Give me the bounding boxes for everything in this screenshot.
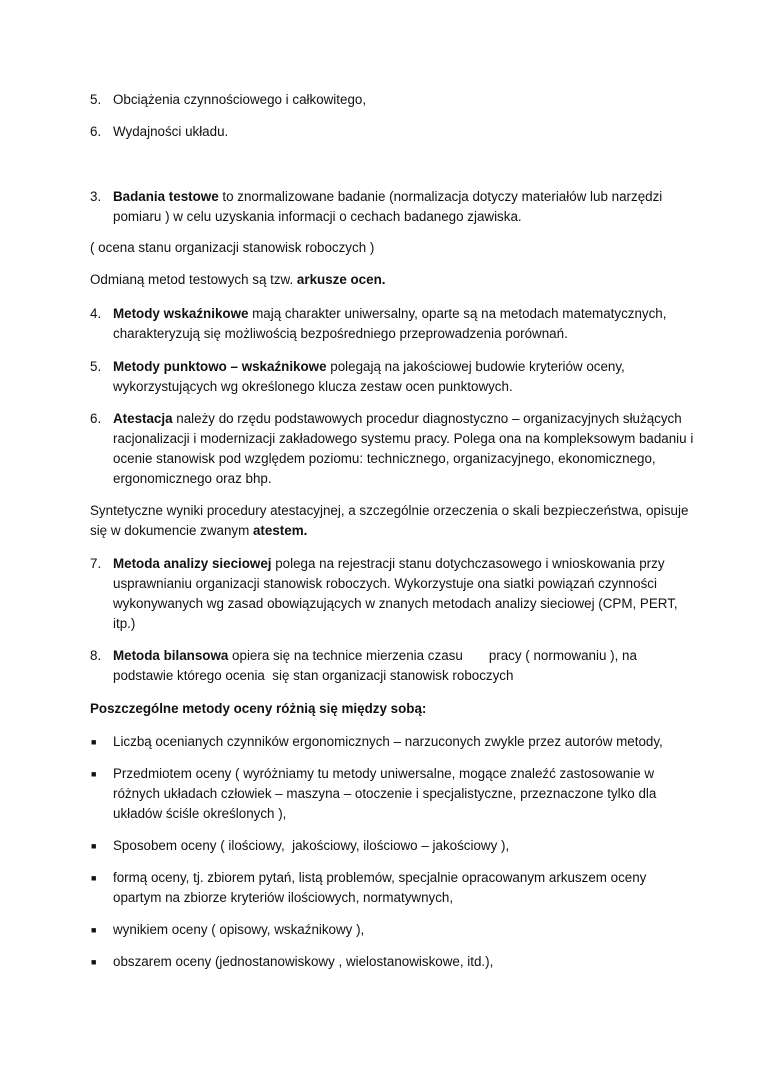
text-run: to znormalizowane badanie (normalizacja dotyczy materiałów lub narzędzi (218, 189, 663, 204)
text-line: opartym na zbiorze kryteriów ilościowych, normatywnych, (113, 890, 454, 905)
term-bold: arkusze ocen. (296, 272, 386, 287)
paragraph-note: ( ocena stanu organizacji stanowisk roboczych ) (90, 240, 375, 255)
text-line: ergonomicznego oraz bhp. (113, 471, 272, 486)
bullet-icon: ■ (91, 873, 97, 883)
bullet-icon: ■ (91, 841, 97, 851)
text-line: racjonalizacji i modernizacji zakładowego systemu pracy. Polega ona na kompleksowym badaniu i (113, 431, 694, 446)
list-item-text: Wydajności układu. (113, 124, 229, 139)
term-bold: Metody wskaźnikowe (113, 306, 249, 321)
list-item-badania-testowe (113, 187, 662, 208)
term-bold: Badania testowe (113, 189, 219, 204)
text-line: układów ściśle określonych ), (113, 806, 287, 821)
text-line: charakteryzują się możliwością bezpośredniego przeprowadzenia porównań. (113, 326, 568, 341)
list-item-metoda-bilansowa (113, 646, 637, 667)
list-item-atestacja (113, 409, 682, 430)
text-run: mają charakter uniwersalny, oparte są na metodach matematycznych, (248, 306, 667, 321)
text-line: wykorzystujących wg określonego klucza zestaw ocen punktowych. (113, 379, 513, 394)
text-run: polega na rejestracji stanu dotychczasowego i wnioskowania przy (271, 556, 665, 571)
text-line: usprawnianiu organizacji stanowisk roboczych. Wykorzystuje ona siatki powiązań czynności (113, 576, 657, 591)
bullet-item-text: Liczbą ocenianych czynników ergonomicznych – narzuconych zwykle przez autorów metody, (113, 734, 663, 749)
bullet-item-text: wynikiem oceny ( opisowy, wskaźnikowy ), (113, 922, 365, 937)
paragraph-syntetyczne: Syntetyczne wyniki procedury atestacyjnej, a szczególnie orzeczenia o skali bezpieczeństwa, opisuje (90, 503, 689, 518)
bullet-item-text: formą oceny, tj. zbiorem pytań, listą problemów, specjalnie opracowanym arkuszem oceny (113, 870, 647, 885)
list-number: 5. (90, 92, 102, 107)
list-item-analiza-sieciowa (113, 554, 665, 575)
text-run: się w dokumencie zwanym (90, 523, 253, 538)
term-bold: Metoda analizy sieciowej (113, 556, 272, 571)
term-bold: Metody punktowo – wskaźnikowe (113, 359, 327, 374)
term-bold: Atestacja (113, 411, 173, 426)
bullet-icon: ■ (91, 769, 97, 779)
bullet-item-text: Przedmiotem oceny ( wyróżniamy tu metody uniwersalne, mogące znaleźć zastosowanie w (113, 766, 655, 781)
list-number: 6. (90, 411, 102, 426)
text-run: należy do rzędu podstawowych procedur diagnostyczno – organizacyjnych służących (172, 411, 682, 426)
list-number: 8. (90, 648, 102, 663)
section-heading: Poszczególne metody oceny różnią się między sobą: (90, 701, 427, 716)
bullet-icon: ■ (91, 957, 97, 967)
list-item-metody-punktowo (113, 357, 625, 378)
text-line: ocenie stanowisk pod względem poziomu: technicznego, organizacyjnego, ekonomicznego, (113, 451, 656, 466)
list-number: 3. (90, 189, 102, 204)
bullet-item-text: obszarem oceny (jednostanowiskowy , wielostanowiskowe, itd.), (113, 954, 494, 969)
text-run: polegają na jakościowej budowie kryteriów oceny, (326, 359, 625, 374)
text-run: opiera się na technice mierzenia czasu pracy ( normowaniu ), na (228, 648, 637, 663)
paragraph-odmiana (90, 270, 385, 291)
bullet-icon: ■ (91, 737, 97, 747)
paragraph-syntetyczne-line2 (90, 521, 307, 542)
list-item-metody-wskaznikowe (113, 304, 666, 325)
text-line: różnych układach człowiek – maszyna – otoczenie i specjalistyczne, przeznaczone tylko dla (113, 786, 657, 801)
list-item-text: Obciążenia czynnościowego i całkowitego, (113, 92, 367, 107)
list-number: 7. (90, 556, 102, 571)
text-run: Odmianą metod testowych są tzw. (90, 272, 297, 287)
text-line: itp.) (113, 616, 136, 631)
bullet-icon: ■ (91, 925, 97, 935)
term-bold: Metoda bilansowa (113, 648, 229, 663)
list-number: 6. (90, 124, 102, 139)
text-line: podstawie którego ocenia się stan organizacji stanowisk roboczych (113, 668, 514, 683)
list-number: 4. (90, 306, 102, 321)
text-line: wykonywanych wg zasad obowiązujących w znanych metodach analizy sieciowej (CPM, PERT, (113, 596, 678, 611)
text-line: pomiaru ) w celu uzyskania informacji o cechach badanego zjawiska. (113, 209, 522, 224)
term-bold: atestem. (252, 523, 308, 538)
list-number: 5. (90, 359, 102, 374)
bullet-item-text: Sposobem oceny ( ilościowy, jakościowy, ilościowo – jakościowy ), (113, 838, 510, 853)
